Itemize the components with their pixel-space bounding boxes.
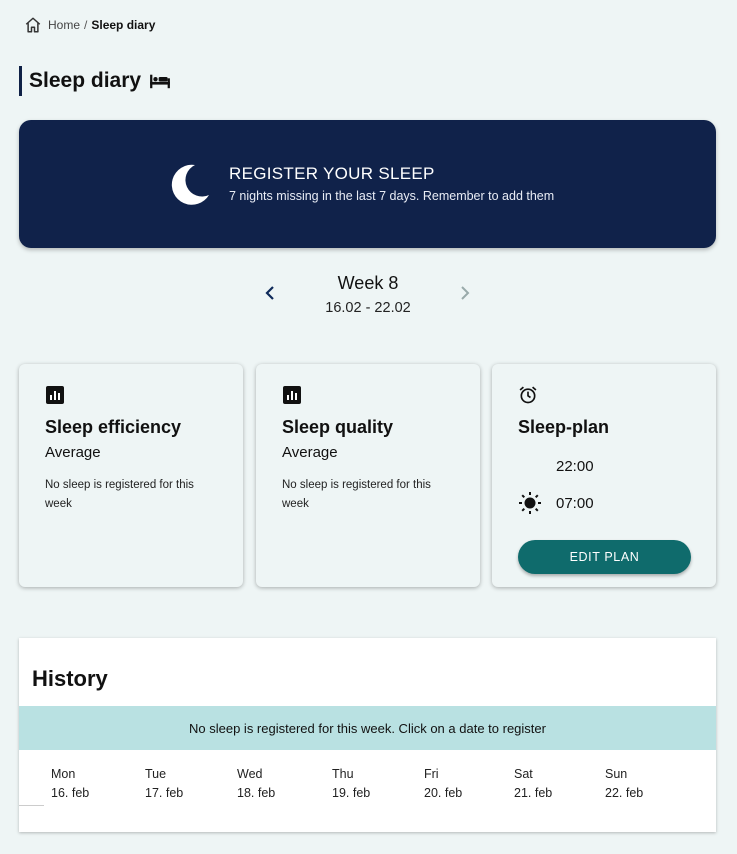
waketime-row <box>518 491 594 515</box>
week-title: Week 8 <box>337 273 399 293</box>
bar-chart-icon <box>282 385 302 405</box>
day-sat[interactable] <box>514 767 552 800</box>
bedtime-row <box>518 454 594 478</box>
day-thu[interactable] <box>332 767 370 800</box>
card-note: No sleep is registered for this week <box>282 479 431 510</box>
waketime-value: 07:00 <box>556 494 594 512</box>
breadcrumb-home-link[interactable]: Home <box>48 18 81 32</box>
sleep-plan-card <box>492 364 716 587</box>
breadcrumb-separator: / <box>84 18 88 32</box>
week-navigation <box>258 272 478 322</box>
active-day-indicator <box>19 805 44 806</box>
day-name: Wed <box>237 767 263 781</box>
sleep-quality-card <box>256 364 480 587</box>
bed-icon <box>149 72 171 90</box>
day-fri[interactable] <box>424 767 462 800</box>
chevron-right-icon[interactable] <box>457 284 473 302</box>
day-name: Sun <box>605 767 628 781</box>
breadcrumb-current: Sleep diary <box>91 18 156 32</box>
day-name: Tue <box>145 767 167 781</box>
card-value: Average <box>45 444 101 461</box>
day-name: Sat <box>514 767 533 781</box>
sun-icon <box>518 491 542 515</box>
alarm-clock-icon <box>518 385 538 405</box>
day-wed[interactable] <box>237 767 275 800</box>
day-mon[interactable] <box>51 767 89 800</box>
day-date: 21. feb <box>514 786 553 800</box>
day-date: 22. feb <box>605 786 644 800</box>
day-tue[interactable] <box>145 767 183 800</box>
card-title: Sleep-plan <box>518 417 610 437</box>
card-title: Sleep quality <box>282 417 394 437</box>
moon-icon <box>167 161 211 207</box>
day-sun[interactable] <box>605 767 643 800</box>
breadcrumb <box>24 16 155 34</box>
banner-subtitle: 7 nights missing in the last 7 days. Remember to add them <box>229 189 555 203</box>
history-title: History <box>32 666 108 691</box>
day-date: 18. feb <box>237 786 276 800</box>
day-date: 16. feb <box>51 786 90 800</box>
history-notice: No sleep is registered for this week. Click on a date to register <box>19 706 716 750</box>
history-panel <box>19 638 716 832</box>
day-date: 17. feb <box>145 786 184 800</box>
home-icon[interactable] <box>24 16 42 34</box>
day-date: 20. feb <box>424 786 463 800</box>
bedtime-value: 22:00 <box>556 457 594 475</box>
register-sleep-banner[interactable] <box>19 120 716 248</box>
sleep-efficiency-card <box>19 364 243 587</box>
day-date: 19. feb <box>332 786 371 800</box>
page-title-text: Sleep diary <box>29 69 142 92</box>
card-note: No sleep is registered for this week <box>45 479 194 510</box>
card-title: Sleep efficiency <box>45 417 182 437</box>
card-value: Average <box>282 444 338 461</box>
edit-plan-button[interactable]: EDIT PLAN <box>518 540 691 574</box>
day-name: Fri <box>424 767 439 781</box>
day-name: Mon <box>51 767 76 781</box>
banner-title: REGISTER YOUR SLEEP <box>229 164 435 183</box>
moon-icon <box>518 454 542 478</box>
day-name: Thu <box>332 767 354 781</box>
page-title <box>19 66 171 96</box>
week-range: 16.02 - 22.02 <box>325 300 411 316</box>
bar-chart-icon <box>45 385 65 405</box>
